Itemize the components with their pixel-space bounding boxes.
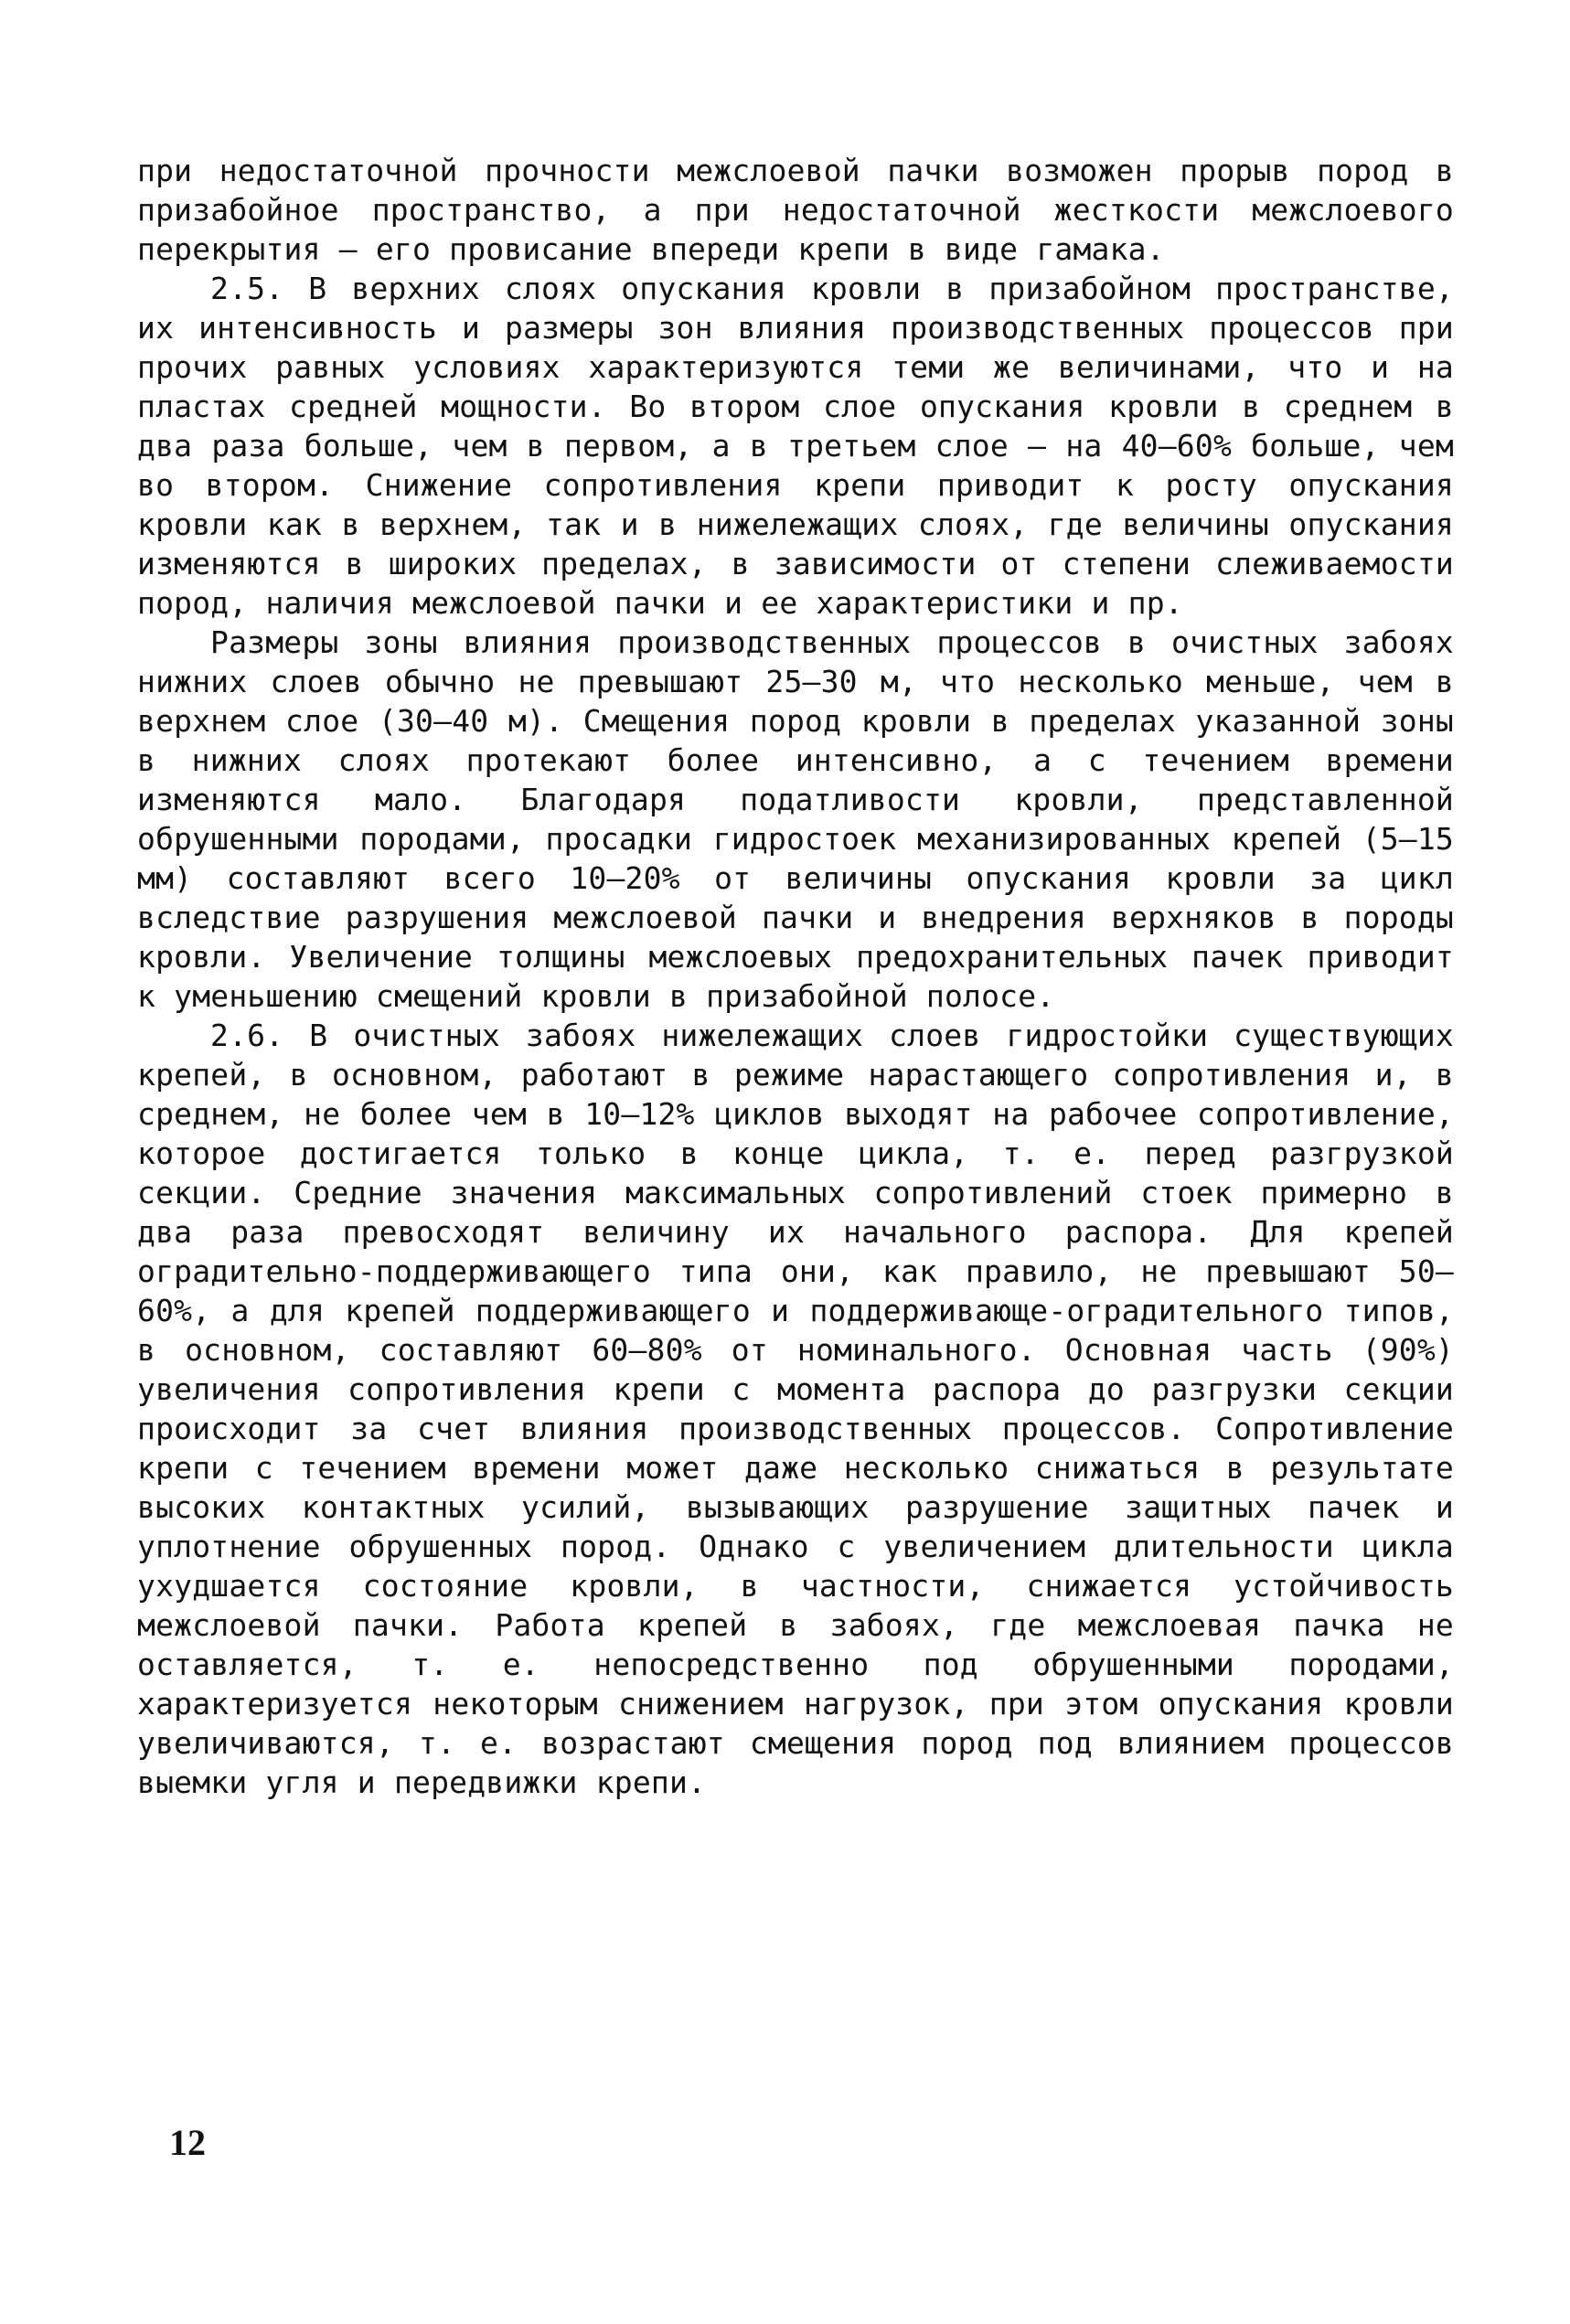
- paragraph-section-2-5: 2.5. В верхних слоях опускания кровли в призабойном пространстве, их интенсивность и размеры зон влияния производственных процессов при прочих равных условиях характеризуются теми же величинами, что и на пластах средней мощности. Во втором слое опускания кровли в среднем в два раза больше, чем в первом, а в третьем слое – на 40–60% больше, чем во втором. Снижение сопротивления крепи приводит к росту опускания кровли как в верхнем, так и в нижележащих слоях, где величины опускания изменяются в широких пределах, в зависимости от степени слеживаемости пород, наличия межслоевой пачки и ее характеристики и пр.: [137, 271, 1454, 621]
- paragraph-influence-zone: Размеры зоны влияния производственных процессов в очистных забоях нижних слоев обычно не превышают 25–30 м, что несколько меньше, чем в верхнем слое (30–40 м). Смещения пород кровли в пределах указанной зоны в нижних слоях протекают более интенсивно, а с течением времени изменяются мало. Благодаря податливости кровли, представленной обрушенными породами, просадки гидростоек механизированных крепей (5–15 мм) составляют всего 10–20% от величины опускания кровли за цикл вследствие разрушения межслоевой пачки и внедрения верхняков в породы кровли. Увеличение толщины межслоевых предохранительных пачек приводит к уменьшению смещений кровли в призабойной полосе.: [137, 624, 1454, 1014]
- page-number: 12: [169, 2122, 206, 2163]
- paragraph-section-2-6: 2.6. В очистных забоях нижележащих слоев гидростойки существующих крепей, в основном, работают в режиме нарастающего сопротивления и, в среднем, не более чем в 10–12% циклов выходят на рабочее сопротивление, которое достигается только в конце цикла, т. е. перед разгрузкой секции. Средние значения максимальных сопротивлений стоек примерно в два раза превосходят величину их начального распора. Для крепей оградительно-поддерживающего типа они, как правило, не превышают 50–60%, а для крепей поддерживающего и поддерживающе-оградительного типов, в основном, составляют 60–80% от номинального. Основная часть (90%) увеличения сопротивления крепи с момента распора до разгрузки секции происходит за счет влияния производственных процессов. Сопротивление крепи с течением времени может даже несколько снижаться в результате высоких контактных усилий, вызывающих разрушение защитных пачек и уплотнение обрушенных пород. Однако с увеличением длительности цикла ухудшается состояние кровли, в частности, снижается устойчивость межслоевой пачки. Работа крепей в забоях, где межслоевая пачка не оставляется, т. е. непосредственно под обрушенными породами, характеризуется некоторым снижением нагрузок, при этом опускания кровли увеличиваются, т. е. возрастают смещения пород под влиянием процессов выемки угля и передвижки крепи.: [137, 1018, 1454, 1800]
- body-text: [137, 151, 1454, 1802]
- paragraph-continuation: при недостаточной прочности межслоевой пачки возможен прорыв пород в призабойное пространство, а при недостаточной жесткости межслоевого перекрытия – его провисание впереди крепи в виде гамака.: [137, 153, 1454, 267]
